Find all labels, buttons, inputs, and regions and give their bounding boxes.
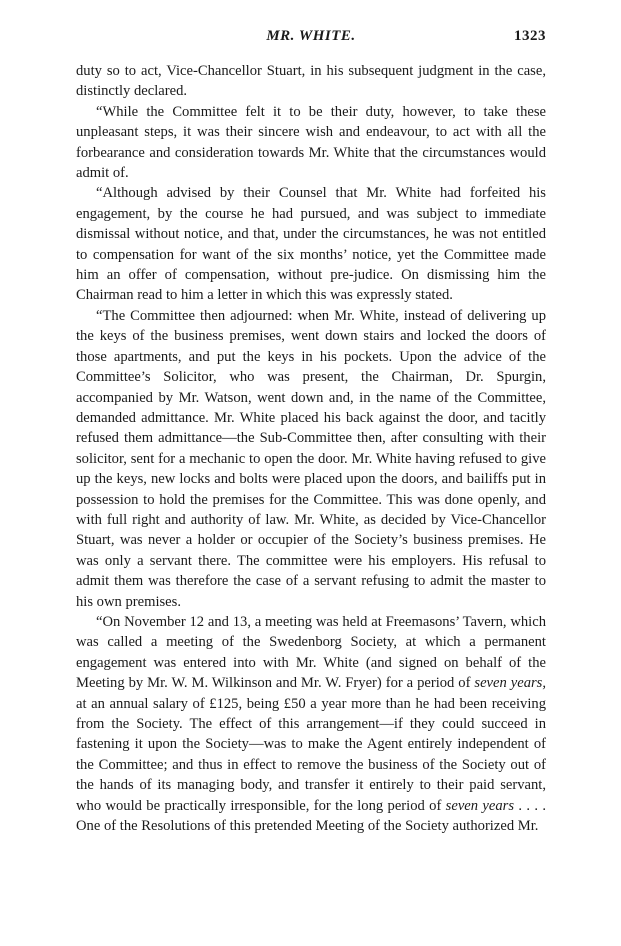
italic-text: seven years, [474, 675, 546, 692]
paragraph-text: “Although advised by their Counsel that Mr. White had forfeited his engagement, by the course he had pursued, and was subject to immediate dismissal without notice, and that, under the circumstances, he was not entitled to compensation for want of the six months’ notice, yet the Committee made him an offer of compensation, without pre-judice. On dismissing him the Chairman read to him a letter in which this was expressly stated. [76, 185, 546, 304]
paragraph-1 [76, 61, 546, 102]
paragraph-3 [76, 183, 546, 305]
paragraph-text: duty so to act, Vice-Chancellor Stuart, in his subsequent judgment in the case, distinctly declared. [76, 63, 546, 100]
book-page [76, 28, 546, 836]
paragraph-text: “While the Committee felt it to be their duty, however, to take these unpleasant steps, it was their sincere wish and endeavour, to act with all the forbearance and consideration towards Mr. White that the circumstances would admit of. [76, 103, 546, 182]
paragraph-5 [76, 612, 546, 836]
italic-text: seven years [445, 797, 515, 814]
paragraph-2 [76, 102, 546, 184]
paragraph-text: “The Committee then adjourned: when Mr. White, instead of delivering up the keys of the business premises, went down stairs and locked the doors of those apartments, and put the keys in his pockets. Upon the advice of the Committee’s Solicitor, who was present, the Chairman, Dr. Spurgin, accompanied by Mr. Watson, went down and, in the name of the Committee, demanded admittance. Mr. White placed his back against the door, and tacitly refused them admittance—the Sub-Committee then, after consulting with their solicitor, sent for a mechanic to open the door. Mr. White having refused to give up the keys, new locks and bolts were placed upon the doors, and bailiffs put in possession to hold the premises for the Committee. This was done openly, and with full right and authority of law. Mr. White, as decided by Vice-Chancellor Stuart, was never a holder or occupier of the Society’s business premises. He was only a servant there. The committee were his employers. His refusal to admit them was therefore the case of a servant refusing to admit the master to his own premises. [76, 307, 546, 610]
paragraph-text: . . . . One of the Resolutions of this pretended Meeting of the Society authorized Mr. [76, 797, 547, 835]
paragraph-4 [76, 306, 546, 612]
paragraph-text: at an annual salary of £125, being £50 a year more than he had been receiving from the Society. The effect of this arrangement—if they could succeed in fastening it upon the Society—was to make the Agent entirely independent of the Committee; and thus in effect to remove the business of the Society out of the hands of its managing body, and transfer it entirely to their paid servant, who would be practically irresponsible, for the long period of [76, 695, 546, 814]
running-title: MR. WHITE. [266, 28, 356, 44]
page-number: 1323 [514, 28, 546, 44]
body-text [76, 61, 546, 836]
paragraph-text: “On November 12 and 13, a meeting was held at Freemasons’ Tavern, which was called a meeting of the Swedenborg Society, at which a permanent engagement was entered into with Mr. White (and signed on behalf of the Meeting by Mr. W. M. Wilkinson and Mr. W. Fryer) for a period of [76, 613, 546, 692]
running-header [76, 28, 546, 52]
